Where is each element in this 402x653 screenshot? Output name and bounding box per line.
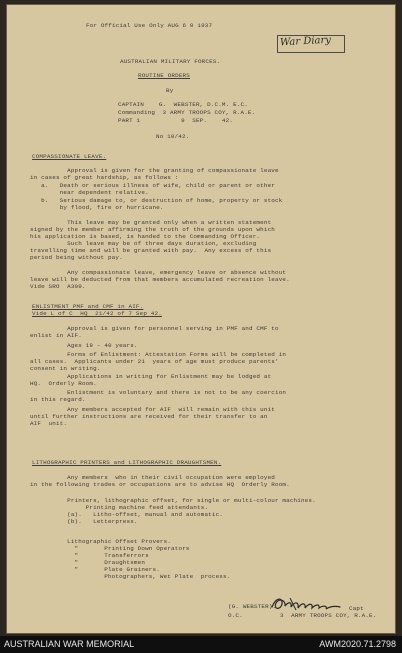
- text-line: (b). Letterpress.: [30, 518, 138, 525]
- signature-mark: [268, 594, 346, 614]
- text-line: Printers, lithographic offset, for single or multi-colour machines.: [30, 497, 316, 504]
- title-line-2: ROUTINE ORDERS: [138, 72, 190, 79]
- text-line: b. Serious damage to, or destruction of home, property or stock: [30, 197, 283, 204]
- document-page: [6, 4, 396, 634]
- order-number: No 10/42.: [156, 133, 190, 140]
- text-line: Any members accepted for AIF will remain with this unit: [30, 406, 275, 413]
- signatory-title: O.C. 3 ARMY TROOPS COY, R.A.E.: [228, 612, 377, 619]
- text-line: HQ. Orderly Room.: [30, 380, 97, 387]
- title-line-1: AUSTRALIAN MILITARY FORCES.: [120, 58, 221, 65]
- text-line: enlist in AIF.: [30, 332, 82, 339]
- text-line: Photographers, Wet Plate process.: [30, 573, 231, 580]
- text-line: (a). Litho-offset, manual and automatic.: [30, 511, 224, 518]
- text-line: Any compassionate leave, emergency leave or absence without: [30, 269, 287, 276]
- text-line: signed by the member affirming the truth of the grounds upon which: [30, 226, 275, 233]
- text-line: Approval is given for the granting of compassionate leave: [30, 167, 279, 174]
- archive-caption-bar: [0, 636, 402, 653]
- text-line: Enlistment is voluntary and there is not to be any coercion: [30, 389, 287, 396]
- text-line: Ages 19 - 40 years.: [30, 342, 138, 349]
- text-line: Forms of Enlistment: Attestation Forms will be completed in: [30, 351, 287, 358]
- text-line: Applications in writing for Enlistment may be lodged at: [30, 373, 272, 380]
- text-line: travelling time and will be granted with pay. Any excess of this: [30, 247, 272, 254]
- by-line: By: [166, 87, 174, 94]
- text-line: near dependent relative.: [30, 189, 149, 196]
- text-line: Lithographic Offset Provers.: [30, 538, 172, 545]
- text-line: Any members who in their civil occupation were employed: [30, 474, 275, 481]
- text-line: consent in writing.: [30, 365, 101, 372]
- text-line: Printing machine feed attendants.: [30, 504, 209, 511]
- text-line: in the following trades or occupations are to advise HQ Orderly Room.: [30, 481, 290, 488]
- section-3-heading: LITHOGRAPHIC PRINTERS and LITHOGRAPHIC DRAUGHTSMEN.: [32, 459, 222, 466]
- signatory-name: (G. WEBSTER).: [228, 603, 277, 610]
- text-line: by flood, fire or hurricane.: [30, 204, 164, 211]
- author-line-2: Commanding 3 ARMY TROOPS COY, R.A.E.: [118, 109, 256, 116]
- text-line: in cases of great hardship, as follows :: [30, 174, 179, 181]
- text-line: period being without pay.: [30, 254, 123, 261]
- text-line: in this regard.: [30, 396, 86, 403]
- text-line: Such leave may be of three days duration, excluding: [30, 240, 257, 247]
- text-line: all cases. Applicants under 21 years of age must produce parents': [30, 358, 279, 365]
- text-line: " Transferrors: [30, 552, 149, 559]
- author-line-1: CAPTAIN G. WEBSTER, D.C.M. E.C.: [118, 101, 248, 108]
- section-2-heading: ENLISTMENT PMF and CMF in AIF.: [32, 303, 144, 310]
- handwritten-annotation: War Diary: [279, 34, 332, 49]
- section-2-reference: Vide L of C HQ 21/42 of 7 Sep 42.: [32, 310, 162, 317]
- text-line: " Printing Down Operators: [30, 545, 190, 552]
- text-line: Approval is given for personnel serving in PMF and CMF to: [30, 325, 279, 332]
- text-line: until further instructions are received for their transfer to an: [30, 413, 268, 420]
- section-1-heading: COMPASSIONATE LEAVE.: [32, 153, 107, 160]
- classification-header: For Official Use Only AUG 6 0 1937: [86, 22, 213, 29]
- archive-name: AUSTRALIAN WAR MEMORIAL: [4, 639, 135, 649]
- text-line: " Draughtsmen: [30, 559, 146, 566]
- text-line: Vide SRO A309.: [30, 283, 86, 290]
- archive-accession-number: AWM2020.71.2798: [319, 639, 396, 649]
- text-line: " Plate Grainers.: [30, 566, 160, 573]
- text-line: a. Death or serious illness of wife, child or parent or other: [30, 182, 275, 189]
- text-line: AIF unit.: [30, 420, 68, 427]
- signatory-rank: Capt: [349, 605, 364, 612]
- text-line: his application is based, is handed to the Commanding Officer.: [30, 233, 261, 240]
- author-line-3: PART 1 9 SEP. 42.: [118, 117, 234, 124]
- text-line: This leave may be granted only when a written statement: [30, 219, 272, 226]
- text-line: leave will be deducted from that members accumulated recreation leave.: [30, 276, 290, 283]
